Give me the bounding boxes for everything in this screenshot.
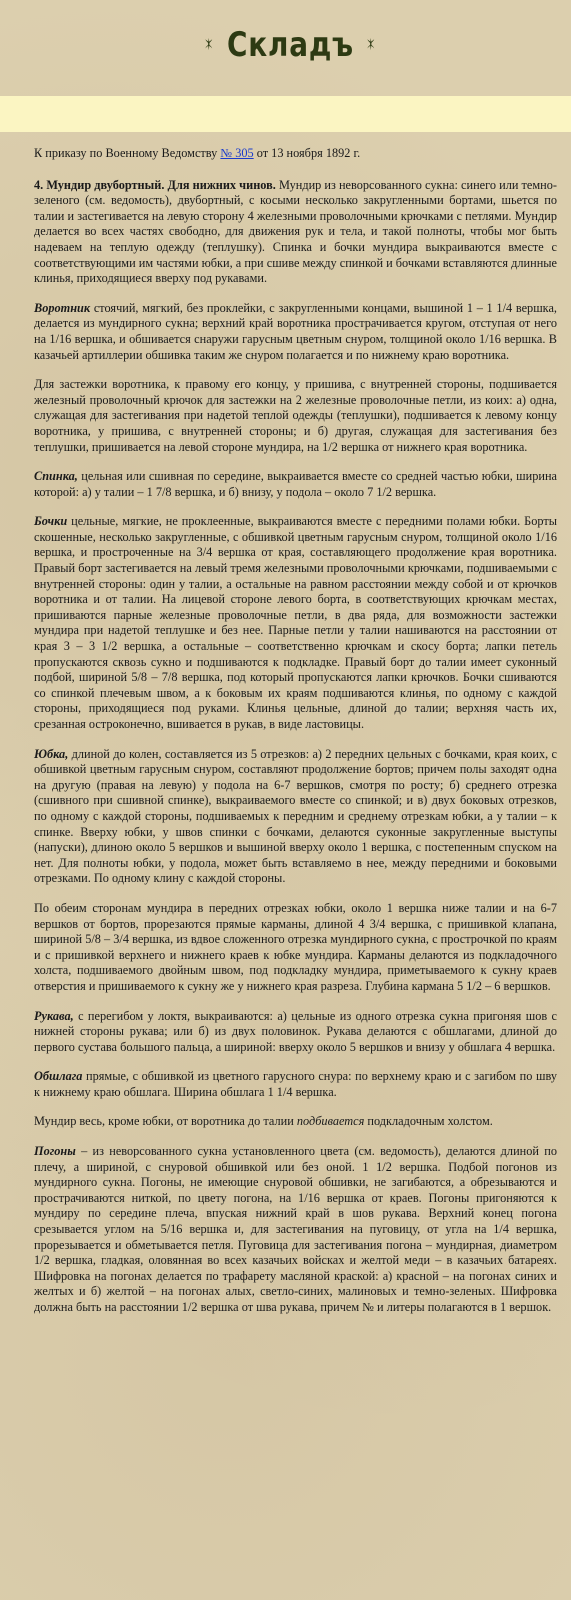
paragraph-text: цельная или сшивная по середине, выкраивается вместе со средней частью юбки, ширина которой: а) у талии – 1 7/8 вершка, и б) внизу, у подола – около 7 1/2 вершка. (34, 469, 557, 499)
paragraph-tail: подкладочным холстом. (364, 1114, 493, 1129)
term-label: Воротник (34, 300, 91, 315)
term-label: Обшлага (34, 1069, 83, 1084)
paragraph-collar (34, 301, 557, 363)
term-label: Бочки (34, 514, 68, 529)
paragraph-text: По обеим сторонам мундира в передних отрезках юбки, около 1 вершка ниже талии и на 6-7 вершков от бортов, прорезаются прямые карманы, длиной 4 3/4 вершка, с пришивкой клапана, шириной 5/8 – 3/4 вершка, из вдвое сложенного отрезка мундирного сукна, с прострочкой по краям и с пришивкой верхнего и нижнего краев к юбке мундира. Карманы делаются из подкладочного холста, подшиваемого двойным швом, под подкладку мундира, приметываемого к сукну краев отверстия и пришиваемого к сукну же у нижнего края разреза. Глубина кармана 5 1/2 – 6 вершков. (34, 900, 557, 993)
paragraph-back (34, 469, 557, 500)
term-label: Погоны (34, 1144, 76, 1159)
paragraph-shoulder-straps (34, 1144, 557, 1316)
left-ornament-icon (205, 24, 213, 64)
paragraph-text: Для застежки воротника, к правому его концу, у пришива, с внутренней стороны, подшивается железный проволочный крючок для застежки на 2 железные проволочные петли, из коих: а) одна, служащая для застегивания при надетой теплой одежды (теплушки), подшивается к левому концу воротника, у пришива, с внутренней стороны; и б) другая, служащая для застегивания без теплушки, пришивается на левой стороне мундира, на 1/2 вершка от нижнего края воротника. (34, 377, 557, 454)
term-label: Рукава, (34, 1008, 74, 1023)
paragraph-sleeves (34, 1009, 557, 1056)
notice-band (0, 96, 571, 132)
paragraph-text: Мундир весь, кроме юбки, от воротника до талии (34, 1114, 297, 1129)
paragraph-collar-fastening (34, 377, 557, 455)
site-logo[interactable] (205, 18, 375, 70)
paragraph-text: прямые, с обшивкой из цветного гарусного снура: по верхнему краю и с загибом по шву к нижнему краю обшлага. Ширина обшлага 1 1/4 вершка. (34, 1069, 557, 1099)
term-label: Юбка, (34, 746, 69, 761)
section-heading: 4. Мундир двубортный. Для нижних чинов. (34, 177, 276, 192)
paragraph-lining (34, 1114, 557, 1130)
paragraph-text: стоячий, мягкий, без проклейки, с закругленными концами, вышиной 1 – 1 1/4 вершка, делается из мундирного сукна; верхний край воротника прострачивается кругом, отступая от него на 1/16 вершка, и обшивается снаружи гарусным цветным снуром, толщиной около 1/16 вершка. В казачьей артиллерии обшивка таким же снуром полагается и по нижнему краю воротника. (34, 300, 557, 362)
paragraph-cuffs (34, 1069, 557, 1100)
article-content (34, 146, 557, 1330)
paragraph-text: длиной до колен, составляется из 5 отрезков: а) 2 передних цельных с бочками, края коих, с обшивкой цветным гарусным снуром, составляют продолжение бортов; причем полы заходят одна на другую (правая на левую) у подола на 6-7 вершков, смотря по росту; б) среднего отрезка (сшивного при сшивной спинке), выкраиваемого вместе со спинкой; и в) двух боковых отрезков, по одному с каждой стороны, подшиваемых к передним и среднему отрезкам юбки, а у талии – к спинке. Вверху юбки, у швов спинки с бочками, делаются суконные закругленные выступы (напуски), длиною около 5 вершков и вышиной вверху около 1 вершка, с постепенным спуском на нет. Для полноты юбки, у подола, может быть вставляемо в нее, между передними и боковыми отрезками. По одному клину с каждой стороны. (34, 746, 557, 886)
right-ornament-icon (367, 24, 375, 64)
site-header (0, 0, 571, 86)
paragraph-skirt (34, 747, 557, 887)
order-link[interactable]: № 305 (220, 146, 254, 160)
paragraph-text: цельные, мягкие, не проклеенные, выкраиваются вместе с передними полами юбки. Борты скошенные, несколько закругленные, с обшивкой цветным гарусным снуром, толщиной около 1/16 вершка, и простроченные на 3/4 вершка от края, составляющего продолжение края воротника. Правый борт застегивается на левый тремя железными проволочными крючками, подшиваемыми с внутренней стороны: один у талии, а остальные на равном расстоянии между собой и от крючков воротника и от талии. На лицевой стороне левого борта, в соответствующих крючкам местах, пришиваются парные железные проволочные петли, в два ряда, для возможности застежки мундира при надетой теплушке и без нее. Парные петли у талии нашиваются на расстоянии от края 3 – 3 1/2 вершка, а остальные – соответственно крючкам и скосу борта; лапки петель пропускаются сквозь сукно и подшиваются к подкладке. Правый борт до талии имеет суконный подбой, шириной 5/8 – 7/8 вершка, под который пропускаются лапки крючков. Бочки сшиваются со спинкой плечевым швом, а к боковым их краям подшиваются клинья, по одному с каждой стороны, приходящиеся под руками. Клинья цельные, длиной до талии; верхняя часть их, срезанная остроконечно, вшивается в рукав, в виде ластовицы. (34, 514, 557, 731)
paragraph-sides (34, 514, 557, 732)
term-label: Спинка, (34, 469, 78, 484)
paragraph-text: Мундир из неворсованного сукна: синего или темно-зеленого (см. ведомость), двубортный, с косыми несколько закругленными бортами, шьется по талии и застегивается на левую сторону 4 железными проволочными крючками с петлями. Мундир делается во всех частях свободно, для движения рук и тела, и такой полноты, чтобы мог быть надеваем на теплую одежду (теплушку). Спинка и бочки мундира выкраиваются вместе с соответствующими им частями юбки, а при сшиве между спинкой и бочками вставляются длинные клинья, приходящиеся вверху под рукавами. (34, 177, 557, 286)
order-reference (34, 146, 557, 162)
paragraph-uniform (34, 178, 557, 287)
order-prefix: К приказу по Военному Ведомству (34, 146, 221, 160)
order-suffix: от 13 ноября 1892 г. (253, 146, 361, 160)
paragraph-text: с перегибом у локтя, выкраиваются: а) цельные из одного отрезка сукна пригоняя шов с нижней стороны рукава; или б) из двух половинок. Рукава делаются с обшлагами, длиной до первого сустава большого пальца, а шириной: вверху около 5 вершков и внизу у обшлага 4 вершка. (34, 1008, 557, 1054)
paragraph-pockets (34, 901, 557, 995)
logo-text: Складъ (226, 25, 354, 65)
italic-term: подбивается (296, 1114, 365, 1129)
paragraph-text: – из неворсованного сукна установленного цвета (см. ведомость), делаются длиной по плечу, а шириной, с снуровой обшивкой или без оной. 1 1/2 вершка. Подбой погонов из мундирного сукна. Погоны, не имеющие снуровой обшивки, не загибаются, а обрезываются и прострачиваются ниткой, по цвету погона, на 1/16 вершка от краев. Погоны пригоняются к мундиру по середине плеча, впуская нижний край в шов рукава. Верхний конец погона срезывается углом на 5/16 вершка и, для застегивания на пуговицу, от угла на 1/4 вершка, прорезывается и обметывается петля. Пуговица для застегивания погона – мундирная, диаметром 1/2 вершка, гладкая, оловянная во всех казачьих войсках и желтой меди – в казачьих батареях. Шифровка на погонах делается по трафарету масляной краской: а) красной – на погонах синих и желтых и б) желтой – на погонах алых, светло-синих, малиновых и темно-зеленых. Шифровка должна быть на расстоянии 1/2 вершка от шва рукава, причем № и литеры полагаются в 1 вершок. (34, 1144, 557, 1314)
